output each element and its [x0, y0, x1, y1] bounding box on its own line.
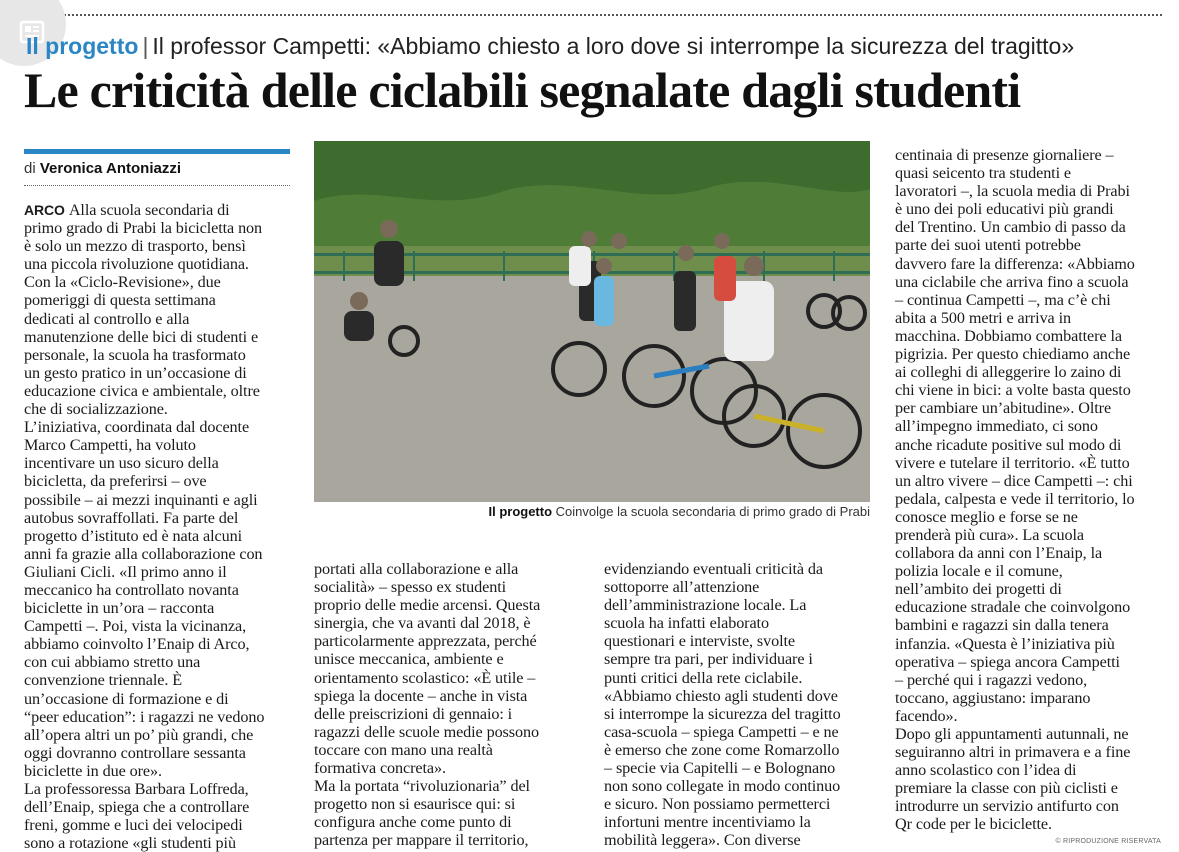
column-line: con cui abbiamo stretto una [24, 653, 201, 672]
dateline-place: ARCO [24, 202, 65, 218]
column-line: orientamento scolastico: «È utile – [314, 668, 536, 687]
column-line: La professoressa Barbara Loffreda, [24, 780, 249, 798]
column-line: progetto d’istituto ed è nata alcuni [24, 526, 243, 545]
column-line: ai colleghi di alleggerire lo zaino di [895, 363, 1122, 382]
column-line: «Abbiamo chiesto agli studenti dove [604, 686, 838, 705]
column-line: convenzione triennale. È [24, 671, 183, 690]
column-line: evidenziando eventuali criticità da [604, 560, 823, 578]
column-line: anche ricadute positive sul modo di [895, 435, 1122, 454]
column-line: e sicuro. Non possiamo permetterci [604, 795, 831, 814]
column-line: infanzia. «Questa è l’iniziativa più [895, 634, 1115, 653]
column-line: primo grado di Prabi la bicicletta non [24, 219, 263, 238]
column-line: socialità» – spesso ex studenti [314, 578, 507, 597]
kicker [26, 30, 1074, 62]
column-line: operativa – spiega ancora Campetti [895, 652, 1120, 671]
byline [24, 159, 181, 179]
column-line: manutenzione delle bici di studenti e [24, 327, 259, 346]
column-line: delle preiscrizioni di gennaio: i [314, 704, 513, 723]
column-line: portati alla collaborazione e alla [314, 560, 519, 578]
column-line: scuola ha infatti elaborato [604, 614, 769, 633]
column-line: chi viene in bici: a volte basta questo [895, 381, 1131, 400]
column-line: per cambiare un’abitudine». Oltre [895, 399, 1112, 418]
column-line: toccano, aggiustano: imparano [895, 688, 1091, 707]
column-line: premiare la classe con più ciclisti e [895, 779, 1118, 798]
column-line: Campetti –. Poi, vista la vicinanza, [24, 617, 247, 636]
article-column-1 [24, 201, 294, 852]
column-line: configura anche come punto di [314, 813, 512, 832]
byline-prefix: di [24, 160, 36, 177]
column-line: spiega la docente – anche in vista [314, 686, 528, 705]
column-line: Dopo gli appuntamenti autunnali, ne [895, 725, 1129, 743]
column-line: è emerso che zone come Romarzollo [604, 740, 840, 759]
column-line: bicicletta, da preferirsi – ove [24, 472, 207, 491]
column-line: pigrizia. Per questo chiediamo anche [895, 345, 1131, 364]
column-line: conosce meglio e forse se ne [895, 507, 1078, 526]
byline-accent-bar [24, 149, 290, 154]
column-line: all’impegno immediato, ci sono [895, 417, 1098, 436]
column-line: facendo». [895, 706, 958, 725]
column-line [24, 201, 294, 219]
column-line: – continua Campetti –, ma c’è chi [895, 290, 1111, 309]
article-photo [314, 141, 870, 502]
column-line: progetto non si esaurisce qui: si [314, 795, 516, 814]
column-line: Ma la portata “rivoluzionaria” del [314, 777, 530, 796]
column-line: parte dei suoi utenti potrebbe [895, 236, 1081, 255]
column-line: centinaia di presenze giornaliere – [895, 146, 1114, 164]
column-line: anni fa grazie alla collaborazione con [24, 544, 263, 563]
column-line: si interrompe la sicurezza del tragitto [604, 704, 841, 723]
column-line: nell’ambito dei progetti di [895, 580, 1062, 599]
column-line: casa-scuola – spiega Campetti – e ne [604, 722, 839, 741]
column-line: collabora da anni con l’Enaip, la [895, 544, 1103, 563]
column-line: è uno dei poli educativi più grandi [895, 200, 1114, 219]
kicker-section: Il progetto [26, 33, 139, 59]
column-line: introdurre un servizio antifurto con [895, 797, 1119, 816]
column-line: un altro vivere – dice Campetti –: chi [895, 471, 1133, 490]
column-line: prenderà più cura». La scuola [895, 525, 1085, 544]
column-line: anno scolastico con l’idea di [895, 761, 1077, 780]
column-line: macchina. Dobbiamo combattere la [895, 326, 1122, 345]
column-line: punti critici della rete ciclabile. [604, 668, 803, 687]
caption-text: Coinvolge la scuola secondaria di primo grado di Prabi [555, 504, 870, 519]
photo-caption [314, 503, 870, 521]
column-line: biciclette in un’ora – racconta [24, 599, 215, 618]
article-column-4 [895, 146, 1163, 834]
column-line: è solo un mezzo di trasporto, bensì [24, 237, 246, 256]
column-line: – specie via Capitelli – e Bolognano [604, 759, 836, 778]
column-line: ragazzi delle scuole medie possono [314, 722, 539, 741]
column-line: partenza per mappare il territorio, [314, 831, 529, 850]
column-line: dell’amministrazione locale. La [604, 596, 807, 615]
column-line: particolarmente apprezzata, perché [314, 632, 537, 651]
column-line: mobilità leggera». Con diverse [604, 831, 801, 850]
column-line: una ciclabile che arriva fino a scuola [895, 272, 1129, 291]
column-line: meccanico ha controllato novanta [24, 580, 239, 599]
column-line: una piccola rivoluzione quotidiana. [24, 255, 249, 274]
column-line: non sono collegate in modo continuo [604, 777, 841, 796]
column-line: vivere e tutelare il territorio. «È tutto [895, 453, 1130, 472]
column-line: infortuni mentre incentiviamo la [604, 813, 811, 832]
column-line: davvero fare la differenza: «Abbiamo [895, 254, 1135, 273]
column-line: pomeriggi di questa settimana [24, 291, 216, 310]
column-line: polizia locale e il comune, [895, 562, 1063, 581]
column-line: autobus sovraffollati. Fa parte del [24, 508, 239, 527]
column-line: del Trentino. Un cambio di passo da [895, 218, 1126, 237]
copyright-notice: © RIPRODUZIONE RISERVATA [1055, 838, 1161, 845]
article-column-3 [604, 560, 874, 850]
column-line: oggi dovranno controllare sessanta [24, 743, 246, 762]
column-line: un gesto pratico in un’occasione di [24, 363, 247, 382]
column-line: bambini e ragazzi sin dalla tenera [895, 616, 1109, 635]
column-line: che di socializzazione. [24, 400, 168, 419]
column-line: freni, gomme e luci dei velocipedi [24, 816, 243, 835]
column-line: dell’Enaip, spiega che a controllare [24, 798, 250, 817]
column-line: unisce meccanica, ambiente e [314, 650, 504, 669]
column-line: sono a rotazione «gli studenti più [24, 834, 236, 852]
column-line: abbiamo coinvolto l’Enaip di Arco, [24, 635, 250, 654]
column-line: seguiranno altri in primavera e a fine [895, 743, 1131, 762]
column-line: – perché qui i ragazzi vedono, [895, 670, 1088, 689]
column-line-text: Alla scuola secondaria di [68, 201, 230, 219]
article-column-2 [314, 560, 584, 850]
byline-author: Veronica Antoniazzi [39, 160, 181, 177]
column-line: lavoratori –, la scuola media di Prabi [895, 182, 1130, 201]
column-line: formativa concreta». [314, 759, 446, 778]
kicker-subtitle: Il professor Campetti: «Abbiamo chiesto a loro dove si interrompe la sicurezza del tragitto» [152, 33, 1075, 59]
column-line: sinergia, che va avanti dal 2018, è [314, 614, 531, 633]
column-line: all’opera altri un po’ più grandi, che [24, 725, 254, 744]
column-line: toccare con mano una realtà [314, 740, 493, 759]
byline-dotted-rule [24, 185, 290, 186]
column-line: pedala, calpesta e vede il territorio, lo [895, 489, 1135, 508]
column-line: quasi seicento tra studenti e [895, 164, 1072, 183]
column-line: educazione stradale che coinvolgono [895, 598, 1131, 617]
kicker-separator: | [142, 33, 149, 59]
column-line: incentivare un uso sicuro della [24, 454, 219, 473]
column-line: sottoporre all’attenzione [604, 578, 760, 597]
caption-label: Il progetto [488, 504, 553, 519]
top-dotted-rule [28, 14, 1162, 16]
column-line: “peer education”: i ragazzi ne vedono [24, 707, 265, 726]
column-line: possibile – ai mezzi inquinanti e agli [24, 490, 258, 509]
column-line: Qr code per le biciclette. [895, 815, 1052, 834]
column-line: un’occasione di formazione e di [24, 689, 229, 708]
column-line: biciclette in due ore». [24, 761, 162, 780]
column-line: Marco Campetti, ha voluto [24, 436, 196, 455]
column-line: L’iniziativa, coordinata dal docente [24, 418, 250, 437]
column-line: abita a 500 metri e arriva in [895, 308, 1071, 327]
column-line: proprio delle medie arcensi. Questa [314, 596, 541, 615]
column-line: educazione civica e ambientale, oltre [24, 381, 260, 400]
column-line: dedicati al controllo e alla [24, 309, 190, 328]
column-line: personale, la scuola ha trasformato [24, 345, 246, 364]
column-line: Con la «Ciclo-Revisione», due [24, 273, 221, 292]
column-line: questionari e interviste, svolte [604, 632, 796, 651]
headline: Le criticità delle ciclabili segnalate dagli studenti [24, 62, 1021, 118]
column-line: Giuliani Cicli. «Il primo anno il [24, 562, 227, 581]
column-line: sempre tra pari, per individuare i [604, 650, 813, 669]
